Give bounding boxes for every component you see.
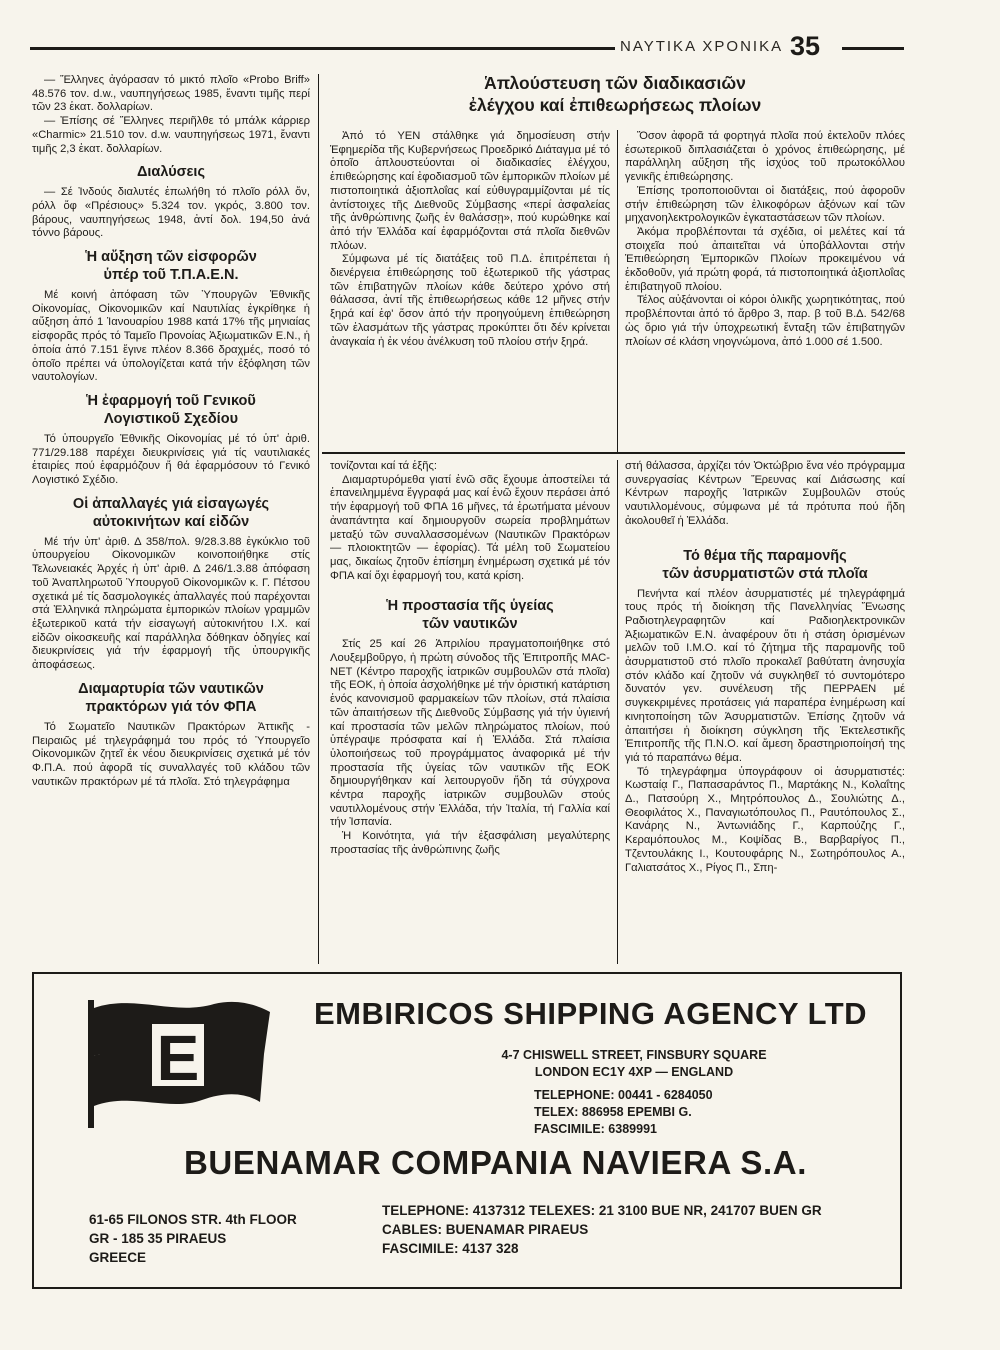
heading-logistiko: Ἡ ἐφαρμογή τοῦ Γενικοῦ Λογιστικοῦ Σχεδίου (86, 392, 256, 427)
news-item: — Ἐπίσης σέ Ἕλληνες περιῆλθε τό μπάλκ κάρριερ «Charmic» 21.510 τον. d.w. ναυπηγήσεως 1971, ἔναντι τιμῆς 2,3 ἑκατ. δολλαρίων. (32, 115, 310, 155)
advertisement-box (32, 972, 902, 1289)
article-text: Μέ τήν ὑπ' ἀριθ. Δ 358/πολ. 9/28.3.88 ἐγκύκλιο τοῦ ὑπουργείου Οἰκονομικῶν κοινοποιήθηκε στίς Τελωνειακές Ἀρχές ἡ ὑπ' ἀριθ. Δ 246/1.3.88 ἀπόφαση τοῦ Ἀναπληρωτοῦ Ὑπουργοῦ Οἰκονομικῶν κ. Γ. Πέτσου σχετικά μέ τίς δασμολογικές ἀπαλλαγές πού παρέχονται στά Ἑλληνικά πληρώματα ἐμπορικών πλοίων γραμμῶν ἐξωτερικοῦ κατά τήν εἰσαγωγή αὐτοκινήτου Ι.Χ. καί εἰδῶν οἰκοσκευῆς καί παράλληλα δόθηκαν ὁδηγίες καί διευκρινίσεις γιά τήν ἐφαρμογή τῆς ὑπουργικῆς ἀποφάσεως. (32, 535, 310, 672)
article-text: Τό ὑπουργεῖο Ἐθνικῆς Οἰκονομίας μέ τό ὑπ' ἀριθ. 771/29.188 παρέχει διευκρινίσεις γιά τίς ναυτιλιακές ἑταιρίες πού ἐφαρμόζουν ἤ θά ἐφαρμόσουν τό Γενικό Λογιστικό Σχέδιο. (32, 432, 310, 487)
middle-column (330, 460, 610, 858)
page-number: 35 (790, 31, 821, 61)
article-text: Τό τηλεγράφημα ὑπογράφουν οἱ ἀσυρματιστές: Κωσταίᾳ Γ., Παπασαράντος Π., Μαρτάκης Ν., Κολαΐτης Δ., Πατσούρη Χ., Μητρόπουλος Δ., Σουλιώτης Δ., Θεοφιλάτος Χ., Παναγιωτόπουλος Π., Ραυτόπουλος Σ., Κανάρης Ν., Ἀντωνιάδης Γ., Καρπούζης Γ., Κεραμόπουλος Μ., Κοψίδας Β., Βαρβαρίγος Π., Τζεντουλάκης Ι., Κουτουφάρης Ν., Σωτηρόπουλος Α., Γαλιατσάτος Χ., Ρίγος Π., Σπη- (625, 765, 905, 874)
column-divider (617, 460, 618, 964)
header-rule-right (842, 47, 904, 50)
company-name-buenamar: BUENAMAR COMPANIA NAVIERA S.A. (184, 1144, 808, 1181)
heading-ygeia: Ἡ προστασία τῆς ὑγείας τῶν ναυτικῶν (386, 598, 554, 633)
article-text: Πενήντα καί πλέον ἀσυρματιστές μέ τηλεγράφημά τους πρός τή διοίκηση τῆς Πανελληνίας Ἕνωσης Ραδιοτηλεγραφητῶν καί Ραδιοηλεκτρονικῶν Ἀξιωματικῶν Ε.Ν. ἀναφέρουν ὅτι ἡ στάση ὁρισμένων μελῶν τοῦ Ι.Μ.Ο. καί τό ζήτημα τῆς παραμονῆς τοῦ ἀσυρματιστοῦ στό πλοῖο προκαλεῖ βαθύτατη ἀνησυχία στόν κλάδο καί ζητοῦν νά συγκληθεῖ τό συντομότερο δυνατόν γεν. συνέλευση τῆς ΠΕΡΡΑΕΝ μέ συγκεκριμένες προτάσεις γιά παραπέρα ἐνημέρωση καί κινητοποίηση τῶν Ἀσυρματιστῶν. Ἐπίσης ζητοῦν νά ἀπαιτήσει ἡ διοίκηση σύγκληση τῆς Ἐκτελεστικῆς Ἐπιτροπῆς τῆς Π.Ν.Ο. καί ἄμεση δραστηριοποίησή της γιά τό παραπάνω θέμα. (625, 587, 905, 764)
company-name-embiricos: EMBIRICOS SHIPPING AGENCY LTD (314, 996, 868, 1031)
heading-fpa: Διαμαρτυρία τῶν ναυτικῶν πρακτόρων γιά τόν ΦΠΑ (78, 680, 264, 715)
column-divider (617, 130, 618, 452)
heading-apallages: Οἱ ἀπαλλαγές γιά εἰσαγωγές αὐτοκινήτων καί εἰδῶν (72, 495, 270, 530)
right-column (625, 460, 905, 875)
article-text: Μέ κοινή ἀπόφαση τῶν Ὑπουργῶν Ἐθνικῆς Οἰκονομίας, Οἰκονομικῶν καί Ναυτιλίας ἐγκρίθηκε ἡ αὔξηση ἀπό 1 Ἰανουαρίου 1988 κατά 17% τῆς μηνιαίας εἰσφορᾶς πρός τό Ταμεῖο Προνοίας Ἀξιωματικῶν Ε.Ν., ἡ ὁποία ἀπό 7.151 ἔγινε πλέον 8.366 δραχμές, ποσό τό ὁποῖο πρέπει νά ὑπολογίζεται κατά τήν ἐξόφληση τῶν ναυτολογίων. (32, 289, 310, 384)
article-text: Σύμφωνα μέ τίς διατάξεις τοῦ Π.Δ. ἐπιτρέπεται ἡ διενέργεια ἐπιθεώρησης τοῦ ἐξωτερικοῦ τῆς γάστρας τῶν ἐπιβατηγῶν πλοίων κάθε δεύτερο χρόνο στή θάλασσα, ἀντί τῆς ἐπιθεωρήσεως κάθε 12 μῆνες στήν ξηρά καί ἐφ' ὅσον ἀπό τήν προηγούμενη ἐπιθεώρηση τῶν ἐλασμάτων τῆς γάστρας προκύπτει ὅτι δέν κρίνεται ἀναγκαία ἡ ἐκ νέου ἀνέλκυση τοῦ πλοίου στήν ξηρά. (330, 253, 610, 348)
article-text: Τέλος αὐξάνονται οἱ κόροι ὁλικῆς χωρητικότητας, πού προβλέπονται ἀπό τό ἄρθρο 3, παρ. β τοῦ Β.Δ. 542/68 ὡς ὅριο γιά τήν ὑποχρεωτική ἔνταξη τῶν ἐπιβατηγῶν πλοίων σέ κλάση νηογνώμονα, ἀπό 1.000 σέ 1.500. (625, 294, 905, 348)
london-contacts: TELEPHONE: 00441 - 6284050 TELEX: 886958 EPEMBI G. FASCIMILE: 6389991 (534, 1088, 713, 1136)
main-article-col2 (625, 130, 905, 349)
piraeus-address: 61-65 FILONOS STR. 4th FLOOR GR - 185 35 PIRAEUS GREECE (89, 1212, 297, 1265)
article-text: Τό Σωματεῖο Ναυτικῶν Πρακτόρων Ἀττικῆς - Πειραιῶς μέ τηλεγράφημά του πρός τό Ὑπουργεῖο Οἰκονομικῶν ζητεῖ ἐκ νέου διευκρινίσεις σχετικά μέ τόν Φ.Π.Α. πού ἀφορᾶ τίς συναλλαγές τοῦ κλάδου τῶν ναυτικῶν πρακτόρων μέ τά πλοῖα. Στό τηλεγράφημα (32, 720, 310, 788)
flag-letter: E (156, 1022, 200, 1094)
header-rule (30, 47, 615, 50)
main-article-title: Ἁπλούστευση τῶν διαδικασιῶν ἐλέγχου καί ἐπιθεωρήσεως πλοίων (468, 73, 762, 115)
london-address: 4-7 CHISWELL STREET, FINSBURY SQUARE LONDON EC1Y 4XP — ENGLAND (501, 1048, 767, 1079)
column-divider (318, 74, 319, 964)
article-text: Ἐπίσης τροποποιοῦνται οἱ διατάξεις, πού ἀφοροῦν στήν ἐπιθεώρηση τῶν ἑλικοφόρων ἀξόνων καί τῶν μηχανοηλεκτρολογικῶν ἐγκαταστάσεων τῶν πλοίων. (625, 184, 905, 225)
article-text: Ἀπό τό ΥΕΝ στάλθηκε γιά δημοσίευση στήν Ἐφημερίδα τῆς Κυβερνήσεως Προεδρικό Διάταγμα μέ τό ὁποῖο ἁπλουστεύονται οἱ διαδικασίες ἐλέγχου, ἐπιθεώρησης καί ἐφοδιασμοῦ τῶν ἐμπορικῶν πλοίων μέ πιστοποιητικά ἀξιοπλοΐας καί εὐθυγραμμίζονται μέ τίς ἀντίστοιχες τῆς Διεθνοῦς Σύμβασης «περί ἀσφαλείας τῆς ἀνθρώπινης ζωῆς ἐν θαλάσσῃ», πού κυρώθηκε καί ἀπό τήν Ἑλλάδα καί ἐφαρμόζονται στά πλοῖα διεθνῶν πλόων. (330, 130, 610, 252)
article-text: στή θάλασσα, ἀρχίζει τόν Ὀκτώβριο ἕνα νέο πρόγραμμα συνεργασίας Κέντρων Ἔρευνας καί Διάσωσης καί Κέντρων παροχῆς Ἰατρικῶν Συμβουλῶν στούς ναυτιλλομένους, σύμφωνα μέ τά πρότυπα πού ἤδη ἀκολουθεῖ ἡ Ἑλλάδα. (625, 460, 905, 527)
piraeus-contacts: TELEPHONE: 4137312 TELEXES: 21 3100 BUE NR, 241707 BUEN GR CABLES: BUENAMAR PIRAEUS FASCIMILE: 4137 328 (382, 1203, 822, 1256)
article-text: τονίζονται καί τά ἑξῆς: (330, 460, 437, 472)
main-article-col1 (330, 130, 610, 349)
heading-tpaen: Ἡ αὔξηση τῶν εἰσφορῶν ὑπέρ τοῦ Τ.Π.Α.Ε.Ν. (85, 249, 257, 284)
article-bottom-rule (322, 452, 905, 454)
heading-asyrmatistes: Τό θέμα τῆς παραμονῆς τῶν ἀσυρματιστῶν στά πλοῖα (662, 547, 868, 582)
article-text: Διαμαρτυρόμεθα γιατί ἐνῶ σᾶς ἔχουμε ἀποστείλει τά ἐπανειλημμένα ἔγγραφά μας καί ἐνῶ ἔχουν περάσει ἀπό τήν ἐφαρμογή τοῦ ΦΠΑ 16 μῆνες, τά ἐρωτήματα μένουν ἀναπάντητα καί δημιουργοῦν σωρεία προβλημάτων μεταξύ τῶν συναλλασσομένων (Ναυτικῶν Πρακτόρων — πλοιοκτητῶν — ἐφορίας). Τά μέλη τοῦ Σωματείου μας, δικαίως ζητοῦν ἐπίσημη ἐνημέρωση σχετικά μέ τόν ΦΠΑ καί ὄχι ἐφαρμογή του, κατά κρίση. (330, 473, 610, 582)
article-text: Στίς 25 καί 26 Ἀπριλίου πραγματοποιήθηκε στό Λουξεμβοῦργο, ἡ πρώτη σύνοδος τῆς Ἐπιτροπῆς MAC-NET (Κέντρο παροχῆς ἰατρικῶν συμβουλῶν στά πλοῖα) τῆς ΕΟΚ, ἡ ὁποία ἀσχολήθηκε μέ τήν ὁριστική κατάρτιση ἑνός κανονισμοῦ φαρμακείων τῶν πλοίων, στά πλαίσια τῶν ἀπαιτήσεων τῆς Διεθνοῦς Σύμβασης γιά τήν ὑγιεινή καί προστασία τῶν μελῶν πληρώματος πλοίων, πού ὑπέγραψε πρόσφατα καί ἡ Ἑλλάδα. Στά πλαίσια ὑλοποιήσεως τοῦ προγράμματος ἀναφορικά μέ τήν προστασία τῆς ὑγείας τῶν ναυτικῶν τῆς ΕΟΚ δημιουργήθηκαν καί λειτουργοῦν ἤδη τά σύγχρονα κέντρα παροχῆς ἰατρικῶν συμβουλῶν στούς ναυτιλλομένους στήν Ἑλλάδα, τήν Ἰταλία, τή Γαλλία καί τήν Ἰσπανία. (330, 638, 610, 829)
news-item: — Σέ Ἰνδούς διαλυτές ἐπωλήθη τό πλοῖο ρόλλ ὄν, ρόλλ ὄφ «Πρέσιους» 5.324 τον. γκρός, 3.800 τον. βάρους, ναυπηγήσεως 1948, ἀντί δολ. 194,50 ἀνά τόννο βάρους. (32, 186, 310, 240)
flag-logo-icon (74, 994, 274, 1129)
left-column (32, 74, 310, 789)
heading-dialyseis: Διαλύσεις (136, 164, 206, 181)
publication-name: ΝΑΥΤΙΚΑ ΧΡΟΝΙΚΑ (620, 38, 784, 55)
article-text: Ἡ Κοινότητα, γιά τήν ἐξασφάλιση μεγαλύτερης προστασίας τῆς ἀνθρώπινης ζωῆς (330, 830, 610, 856)
article-text: Ὅσον ἀφορᾶ τά φορτηγά πλοῖα πού ἐκτελοῦν πλόες ἐσωτερικοῦ διπλασιάζεται ὁ χρόνος ἐπιθεώρησης, μέ παράλληλη αὔξηση τῆς ἰσχύος τοῦ πρωτοκόλλου γενικῆς ἐπιθεώρησης. (625, 130, 905, 184)
news-item: — Ἕλληνες ἀγόρασαν τό μικτό πλοῖο «Probo Briff» 48.576 τον. d.w., ναυπηγήσεως 1985, ἔναντι τιμῆς περί τῶν 23 ἑκατ. δολλαρίων. (32, 74, 310, 114)
article-text: Ἀκόμα προβλέπονται τά σχέδια, οἱ μελέτες καί τά στοιχεῖα πού ἀπαιτεῖται νά ὑποβάλλονται στήν Ἐπιθεώρηση Ἐμπορικῶν Πλοίων προκειμένου νά ἐκδοθοῦν, γιά πρώτη φορά, τά πιστοποιητικά ἀξιοπλοΐας ἐπιβατηγοῦ πλοίου. (625, 225, 905, 293)
